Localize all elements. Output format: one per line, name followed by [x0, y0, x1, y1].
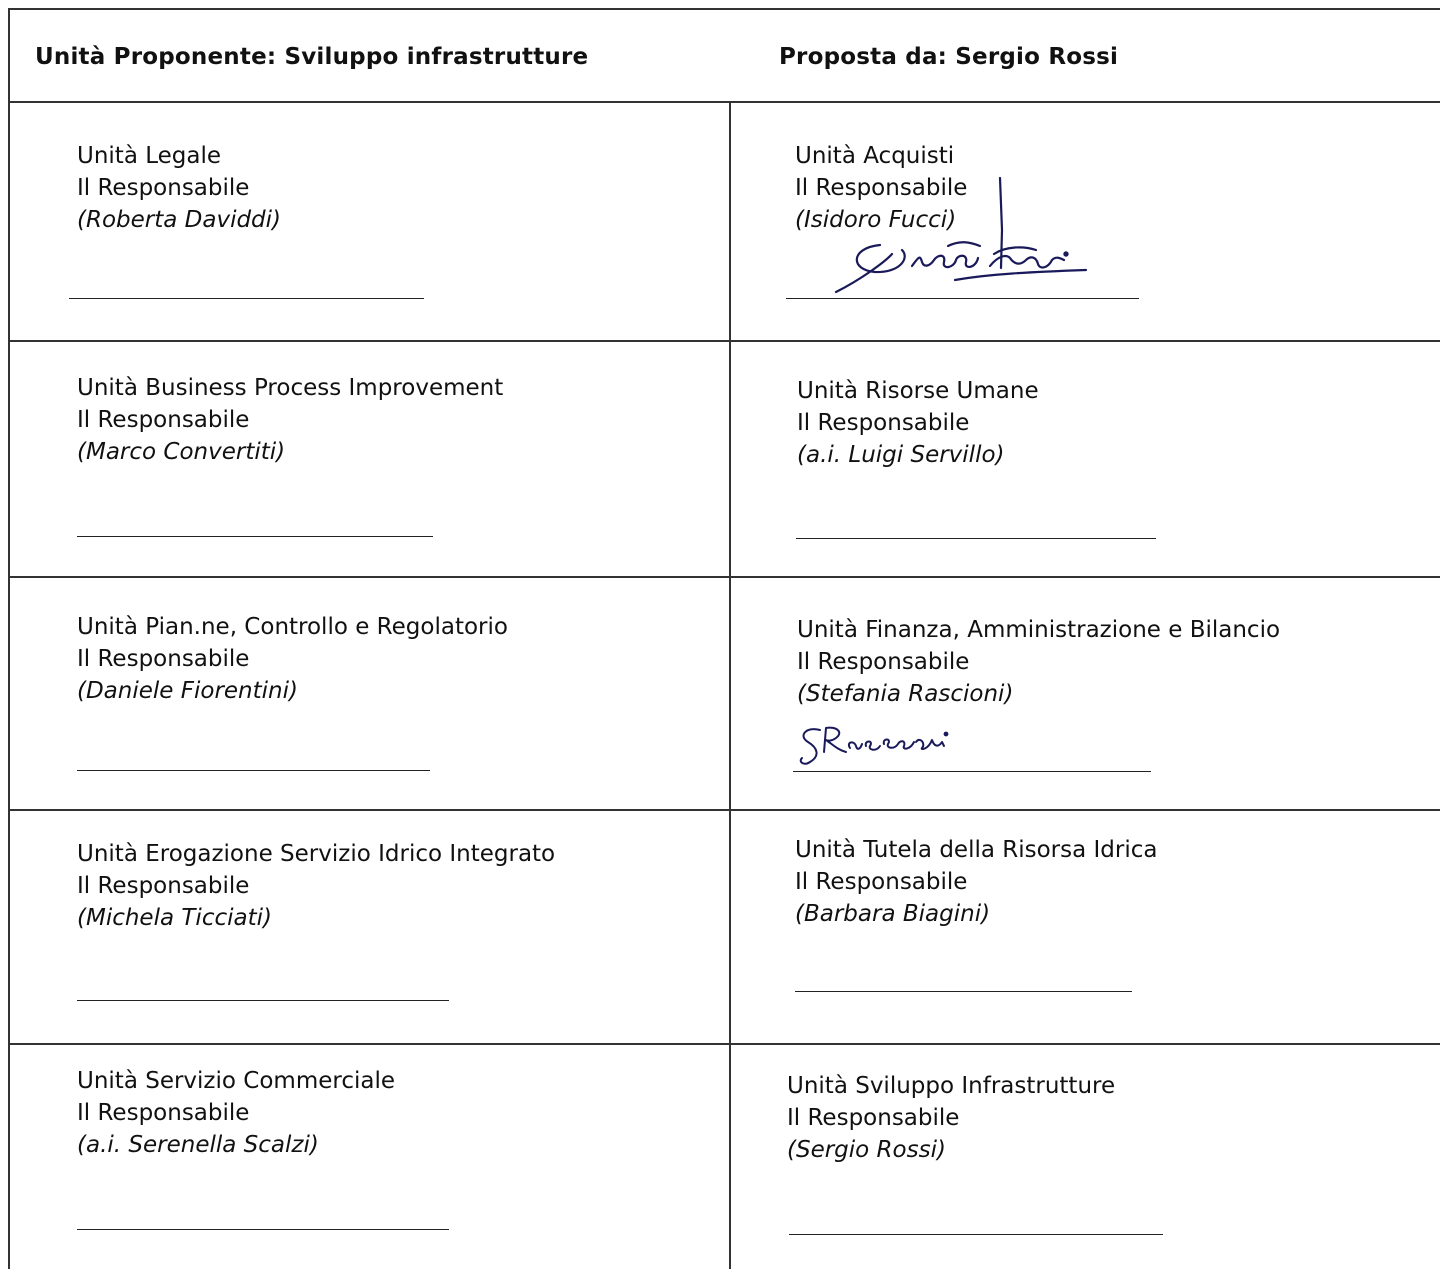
- person-name: (Roberta Daviddi): [77, 207, 282, 233]
- signature-block-pianificazione: [77, 611, 508, 707]
- signature-line: [795, 991, 1132, 992]
- person-name: (Michela Ticciati): [77, 905, 272, 931]
- column-divider: [729, 101, 731, 1269]
- role-label: Il Responsabile: [797, 410, 970, 436]
- role-label: Il Responsabile: [77, 175, 250, 201]
- row-divider: [8, 340, 1440, 342]
- role-label: Il Responsabile: [77, 1100, 250, 1126]
- signature-line: [77, 770, 430, 771]
- unit-name: Unità Servizio Commerciale: [77, 1068, 395, 1094]
- unit-name: Unità Legale: [77, 143, 222, 169]
- person-name: (Isidoro Fucci): [795, 207, 957, 233]
- person-name: (a.i. Serenella Scalzi): [77, 1132, 319, 1158]
- unit-name: Unità Acquisti: [795, 143, 955, 169]
- signature-block-sviluppo: [787, 1070, 1115, 1166]
- person-name: (Barbara Biagini): [795, 901, 991, 927]
- unit-name: Unità Pian.ne, Controllo e Regolatorio: [77, 614, 508, 640]
- row-divider: [8, 1043, 1440, 1045]
- signature-block-bpi: [77, 372, 503, 468]
- row-divider: [8, 101, 1440, 103]
- role-label: Il Responsabile: [77, 873, 250, 899]
- signature-block-tutela: [795, 834, 1158, 930]
- role-label: Il Responsabile: [77, 646, 250, 672]
- role-label: Il Responsabile: [795, 175, 968, 201]
- signature-line: [786, 298, 1139, 299]
- person-name: (Sergio Rossi): [787, 1137, 946, 1163]
- signature-block-risorse-umane: [797, 375, 1039, 471]
- unit-name: Unità Sviluppo Infrastrutture: [787, 1073, 1116, 1099]
- unit-name: Unità Risorse Umane: [797, 378, 1039, 404]
- unit-name: Unità Erogazione Servizio Idrico Integrato: [77, 841, 556, 867]
- role-label: Il Responsabile: [797, 649, 970, 675]
- signature-line: [77, 1000, 449, 1001]
- proponent-unit-header: Unità Proponente: Sviluppo infrastrutture: [35, 44, 589, 70]
- signature-line: [77, 536, 433, 537]
- row-divider: [8, 576, 1440, 578]
- unit-name: Unità Business Process Improvement: [77, 375, 504, 401]
- handwritten-signature-fucci: [830, 170, 1100, 295]
- role-label: Il Responsabile: [795, 869, 968, 895]
- signature-block-erogazione: [77, 838, 555, 934]
- unit-name: Unità Finanza, Amministrazione e Bilancio: [797, 617, 1281, 643]
- signature-line: [789, 1234, 1163, 1235]
- signature-line: [796, 538, 1156, 539]
- person-name: (Stefania Rascioni): [797, 681, 1014, 707]
- signature-line: [77, 1229, 449, 1230]
- role-label: Il Responsabile: [787, 1105, 960, 1131]
- unit-name: Unità Tutela della Risorsa Idrica: [795, 837, 1158, 863]
- signature-line: [793, 771, 1151, 772]
- row-divider: [8, 809, 1440, 811]
- signature-block-legale: [77, 140, 281, 236]
- person-name: (Marco Convertiti): [77, 439, 286, 465]
- handwritten-signature-rascioni: [796, 722, 966, 770]
- signature-block-finanza: [797, 614, 1280, 710]
- signature-line: [69, 298, 424, 299]
- signature-block-commerciale: [77, 1065, 395, 1161]
- person-name: (a.i. Luigi Servillo): [797, 442, 1005, 468]
- role-label: Il Responsabile: [77, 407, 250, 433]
- proposer-header: Proposta da: Sergio Rossi: [779, 44, 1119, 70]
- person-name: (Daniele Fiorentini): [77, 678, 298, 704]
